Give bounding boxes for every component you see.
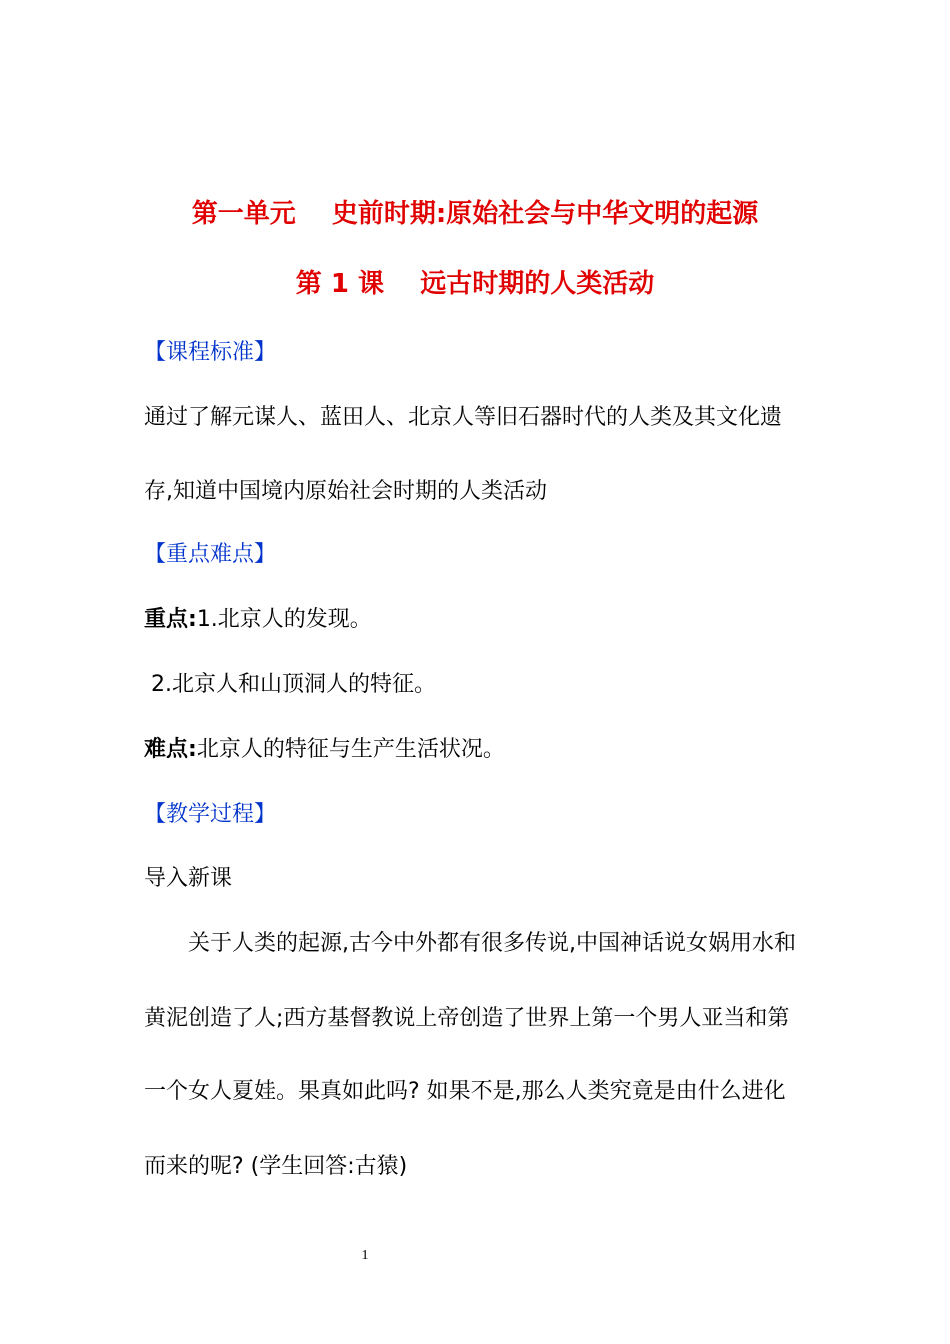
teaching-process-subheading: 导入新课 <box>144 866 233 891</box>
difficult-point-text: 北京人的特征与生产生活状况。 <box>196 737 505 762</box>
intro-paragraph-line-4: 而来的呢? (学生回答:古猿) <box>144 1154 408 1179</box>
curriculum-standard-text-line-2: 存,知道中国境内原始社会时期的人类活动 <box>144 479 547 504</box>
curriculum-standard-text-line-1: 通过了解元谋人、蓝田人、北京人等旧石器时代的人类及其文化遗 <box>144 405 783 430</box>
difficult-point-label: 难点: <box>144 737 197 762</box>
key-point-line-2: 2.北京人和山顶洞人的特征。 <box>144 672 436 697</box>
difficult-point-line <box>144 735 505 765</box>
page-number: 1 <box>361 1248 369 1263</box>
teaching-process-heading: 【教学过程】 <box>144 802 277 827</box>
key-point-label: 重点: <box>144 607 197 632</box>
key-point-line-1 <box>144 605 372 635</box>
lesson-title: 第 1 课 远古时期的人类活动 <box>295 269 655 299</box>
intro-paragraph-line-3: 一个女人夏娃。果真如此吗? 如果不是,那么人类究竟是由什么进化 <box>144 1079 786 1104</box>
unit-title: 第一单元 史前时期:原始社会与中华文明的起源 <box>191 199 759 229</box>
intro-paragraph-line-2: 黄泥创造了人;西方基督教说上帝创造了世界上第一个男人亚当和第 <box>144 1006 790 1031</box>
curriculum-standard-heading: 【课程标准】 <box>144 340 277 365</box>
intro-paragraph-line-1: 关于人类的起源,古今中外都有很多传说,中国神话说女娲用水和 <box>188 931 796 956</box>
key-point-1-text: 1.北京人的发现。 <box>196 607 372 632</box>
key-difficult-points-heading: 【重点难点】 <box>144 542 277 567</box>
